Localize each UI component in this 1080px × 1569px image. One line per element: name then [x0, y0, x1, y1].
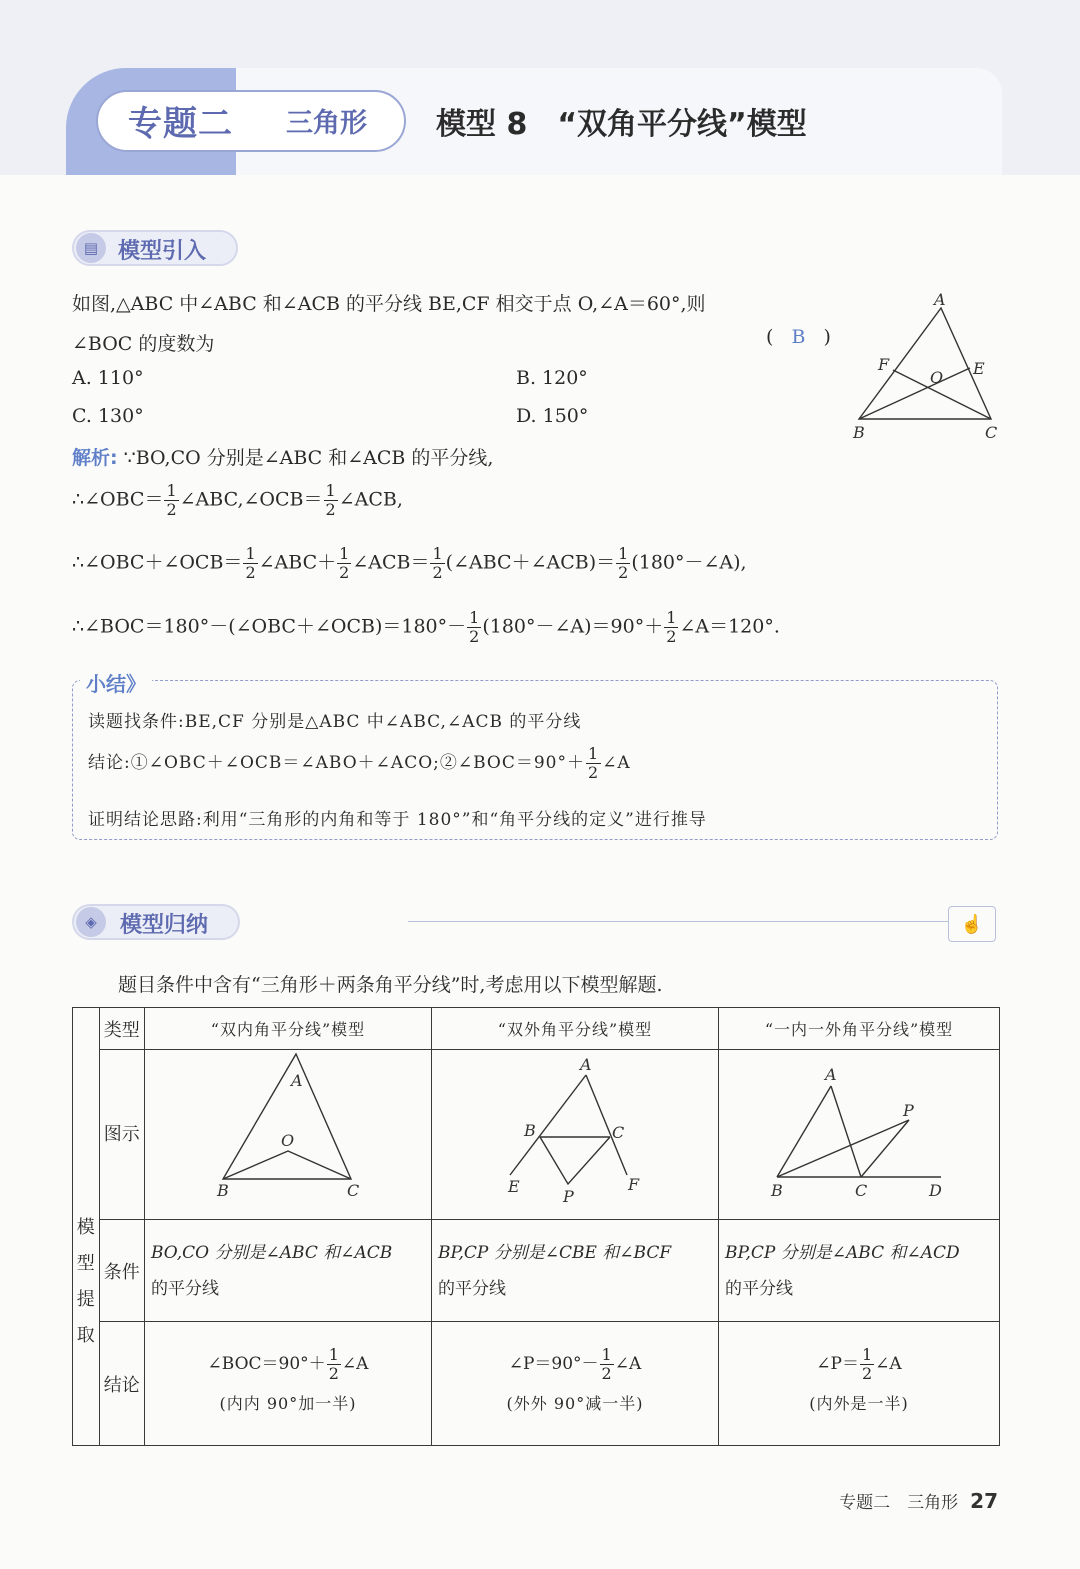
step1-b: ∠ABC,∠OCB＝: [179, 488, 323, 511]
fig1-label-a: A: [290, 1071, 303, 1090]
section-title-intro: 模型引入: [118, 239, 207, 264]
option-c: C. 130°: [72, 405, 144, 427]
fig2-label-b: B: [523, 1121, 536, 1140]
fig1-label-c: C: [346, 1181, 360, 1200]
fraction-half: $\frac{1}{2}$: [469, 608, 480, 646]
analysis-step-2: [72, 545, 747, 582]
step2-d: (∠ABC＋∠ACB)＝: [445, 551, 616, 574]
step3-c: ∠A＝120°.: [679, 615, 780, 638]
col-head-outer: “双外角平分线”模型: [431, 1008, 718, 1050]
footer-text: 专题二 三角形: [839, 1493, 959, 1513]
row-head-condition: 条件: [99, 1220, 144, 1322]
model-table: [72, 1007, 1000, 1446]
figure-mixed: [719, 1050, 1000, 1220]
fraction-half: $\frac{1}{2}$: [432, 544, 443, 582]
answer-bracket: [766, 326, 831, 348]
concl2-a: ∠P＝90°－: [508, 1353, 599, 1374]
col-head-inner: “双内角平分线”模型: [144, 1008, 431, 1050]
step2-b: ∠ABC＋: [258, 551, 337, 574]
concl3-b: ∠A: [875, 1353, 902, 1374]
summary-line-1: 读题找条件:BE,CF 分别是△ABC 中∠ABC,∠ACB 的平分线: [88, 712, 582, 732]
figure-inner-svg: [145, 1050, 431, 1214]
fraction-half: $\frac{1}{2}$: [601, 1344, 612, 1383]
answer-open: (: [766, 326, 774, 348]
fig2-label-e: E: [507, 1177, 520, 1196]
summary-line-3: 证明结论思路:利用“三角形的内角和等于 180°”和“角平分线的定义”进行推导: [88, 810, 707, 830]
section-divider: [408, 921, 948, 922]
figure-outer: [431, 1050, 718, 1220]
summary-line-2: [88, 745, 631, 782]
side-label: [73, 1008, 100, 1446]
cond2-l1: BP,CP 分别是∠CBE 和∠BCF: [437, 1242, 672, 1263]
row-head-type: 类型: [99, 1008, 144, 1050]
fig1-label-o: O: [280, 1131, 295, 1150]
fig-label-f: F: [878, 355, 890, 374]
option-d: D. 150°: [516, 405, 589, 427]
concl2-b: ∠A: [614, 1353, 642, 1374]
fig-label-b: B: [853, 423, 865, 442]
conclusion-mixed: [719, 1322, 1000, 1446]
fraction-half: $\frac{1}{2}$: [666, 608, 677, 646]
cond1-l2: 的平分线: [150, 1278, 219, 1299]
step2-a: ∴∠OBC＋∠OCB＝: [72, 551, 243, 574]
side-char: 型: [76, 1252, 95, 1274]
analysis-label: 解析:: [72, 447, 118, 469]
page-footer: [839, 1488, 998, 1513]
analysis-step-3: [72, 609, 780, 646]
conclusion-outer: [431, 1322, 718, 1446]
fig2-label-a: A: [579, 1055, 592, 1074]
answer-value: B: [791, 326, 806, 348]
step2-c: ∠ACB＝: [352, 551, 430, 574]
step1-c: ∠ACB,: [338, 488, 403, 511]
concl3-a: ∠P＝: [816, 1353, 859, 1374]
question-line-1: 如图,△ABC 中∠ABC 和∠ACB 的平分线 BE,CF 相交于点 O,∠A＝60°,则: [72, 293, 706, 315]
fig-label-c: C: [985, 423, 998, 442]
summary-line-2-a: 结论:①∠OBC＋∠OCB＝∠ABO＋∠ACO;②∠BOC＝90°＋: [88, 753, 585, 773]
col-head-mixed: “一内一外角平分线”模型: [719, 1008, 1000, 1050]
figure-inner: [144, 1050, 431, 1220]
cube-icon: ◈: [76, 907, 106, 937]
fig3-label-d: D: [929, 1181, 942, 1200]
step3-a: ∴∠BOC＝180°－(∠OBC＋∠OCB)＝180°－: [72, 615, 467, 638]
page-title: 模型 8 “双角平分线”模型: [436, 107, 807, 142]
fig-label-e: E: [973, 359, 985, 378]
summary-line-2-b: ∠A: [602, 753, 631, 773]
fig-label-o: O: [930, 368, 944, 387]
fig3-label-a: A: [825, 1065, 837, 1084]
topic-label: 专题二: [128, 104, 233, 144]
side-char: 模: [76, 1216, 95, 1238]
side-char: 取: [76, 1324, 95, 1346]
condition-outer: [431, 1220, 718, 1322]
fig1-label-b: B: [216, 1181, 229, 1200]
document-icon: ▤: [76, 233, 106, 263]
fraction-half: $\frac{1}{2}$: [245, 544, 256, 582]
fig2-label-p: P: [562, 1187, 574, 1206]
summary-label: 小结》: [80, 668, 152, 697]
cond1-l1: BO,CO 分别是∠ABC 和∠ACB: [150, 1242, 393, 1263]
analysis-line-1: [72, 443, 493, 470]
fig3-label-c: C: [855, 1181, 868, 1200]
condition-mixed: [719, 1220, 1000, 1322]
section-title-model: 模型归纳: [120, 913, 209, 938]
step2-e: (180°－∠A),: [631, 551, 747, 574]
row-head-conclusion: 结论: [99, 1322, 144, 1446]
fraction-half: $\frac{1}{2}$: [588, 744, 600, 782]
figure-outer-svg: [432, 1050, 718, 1214]
fraction-half: $\frac{1}{2}$: [325, 481, 336, 519]
fraction-half: $\frac{1}{2}$: [339, 544, 350, 582]
option-b: B. 120°: [516, 367, 588, 389]
fraction-half: $\frac{1}{2}$: [328, 1344, 339, 1383]
fig-label-a: A: [934, 290, 946, 309]
fraction-half: $\frac{1}{2}$: [618, 544, 629, 582]
row-head-figure: 图示: [99, 1050, 144, 1220]
concl3-note: (内外是一半): [809, 1393, 909, 1413]
concl2-note: (外外 90°减一半): [506, 1393, 644, 1413]
cond3-l1: BP,CP 分别是∠ABC 和∠ACD: [725, 1242, 960, 1263]
fig2-label-f: F: [627, 1175, 640, 1194]
concl1-b: ∠A: [341, 1353, 369, 1374]
answer-close: ): [823, 326, 831, 348]
model-intro-text: 题目条件中含有“三角形＋两条角平分线”时,考虑用以下模型解题.: [118, 974, 663, 996]
question-line-2: ∠BOC 的度数为: [72, 333, 215, 355]
analysis-text: ∵BO,CO 分别是∠ABC 和∠ACB 的平分线,: [123, 447, 494, 469]
concl1-note: (内内 90°加一半): [219, 1393, 357, 1413]
fig2-label-c: C: [611, 1123, 625, 1142]
step3-b: (180°－∠A)＝90°＋: [482, 615, 664, 638]
fig3-label-p: P: [903, 1101, 914, 1120]
page-number: 27: [970, 1489, 998, 1513]
option-a: A. 110°: [72, 367, 144, 389]
cond2-l2: 的平分线: [437, 1278, 506, 1299]
conclusion-inner: [144, 1322, 431, 1446]
figure-mixed-svg: [719, 1050, 999, 1214]
condition-inner: [144, 1220, 431, 1322]
click-hand-icon: ☝: [948, 906, 996, 942]
analysis-step-1: [72, 482, 403, 519]
cond3-l2: 的平分线: [725, 1278, 793, 1299]
fraction-half: $\frac{1}{2}$: [166, 481, 177, 519]
step1-a: ∴∠OBC＝: [72, 488, 164, 511]
topic-sub-label: 三角形: [286, 108, 367, 139]
concl1-a: ∠BOC＝90°＋: [207, 1353, 326, 1374]
fig3-label-b: B: [771, 1181, 783, 1200]
side-char: 提: [76, 1288, 95, 1310]
intro-triangle-figure: [845, 286, 1005, 446]
fraction-half: $\frac{1}{2}$: [861, 1344, 873, 1383]
